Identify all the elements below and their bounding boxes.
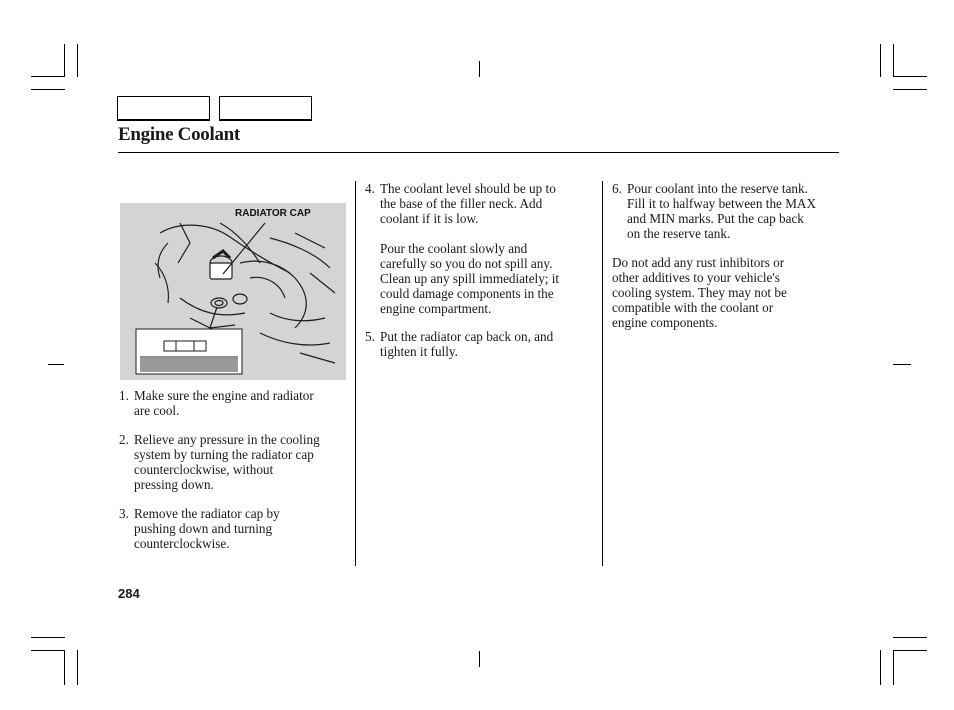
step-number: 1.: [119, 388, 129, 403]
step-text-line: are cool.: [134, 403, 180, 418]
step-text-line: pushing down and turning: [134, 521, 273, 536]
step-number: 6.: [612, 181, 622, 196]
step-text-line: system by turning the radiator cap: [134, 447, 314, 462]
step-text-line: coolant if it is low.: [380, 211, 479, 226]
step-text-line: the base of the filler neck. Add: [380, 196, 543, 211]
step-number: 5.: [365, 329, 375, 344]
note-line: other additives to your vehicle's: [612, 270, 780, 285]
note-line: engine compartment.: [380, 301, 492, 316]
step-number: 2.: [119, 432, 129, 447]
step-text-line: Pour coolant into the reserve tank.: [627, 181, 808, 196]
step-text-line: and MIN marks. Put the cap back: [627, 211, 804, 226]
step-text-line: Make sure the engine and radiator: [134, 388, 314, 403]
header-tab-2: [219, 96, 312, 121]
radiator-cap-illustration: [120, 203, 346, 380]
step-text-line: pressing down.: [134, 477, 214, 492]
step-number: 3.: [119, 506, 129, 521]
note-line: Do not add any rust inhibitors or: [612, 255, 785, 270]
page-title: Engine Coolant: [118, 124, 240, 145]
step-number: 4.: [365, 181, 375, 196]
step-text-line: Relieve any pressure in the cooling: [134, 432, 320, 447]
column-divider: [355, 181, 356, 566]
step-text-line: Put the radiator cap back on, and: [380, 329, 554, 344]
step-text-line: counterclockwise, without: [134, 462, 274, 477]
title-rule: [118, 152, 839, 153]
page-number: 284: [118, 586, 140, 601]
additives-warning: [612, 255, 848, 330]
column-divider: [602, 181, 603, 566]
radiator-cap-label: RADIATOR CAP: [235, 208, 311, 219]
pour-slowly-note: [380, 241, 602, 316]
step-text-line: Remove the radiator cap by: [134, 506, 280, 521]
step-text-line: counterclockwise.: [134, 536, 230, 551]
note-line: could damage components in the: [380, 286, 554, 301]
header-tab-1: [117, 96, 210, 121]
step-text-line: tighten it fully.: [380, 344, 458, 359]
step-text-line: on the reserve tank.: [627, 226, 731, 241]
note-line: carefully so you do not spill any.: [380, 256, 553, 271]
step-text-line: Fill it to halfway between the MAX: [627, 196, 816, 211]
engine-bay-drawing: [120, 203, 346, 380]
note-line: Clean up any spill immediately; it: [380, 271, 560, 286]
note-line: engine components.: [612, 315, 718, 330]
step-text-line: The coolant level should be up to: [380, 181, 556, 196]
note-line: compatible with the coolant or: [612, 300, 774, 315]
note-line: cooling system. They may not be: [612, 285, 787, 300]
note-line: Pour the coolant slowly and: [380, 241, 528, 256]
